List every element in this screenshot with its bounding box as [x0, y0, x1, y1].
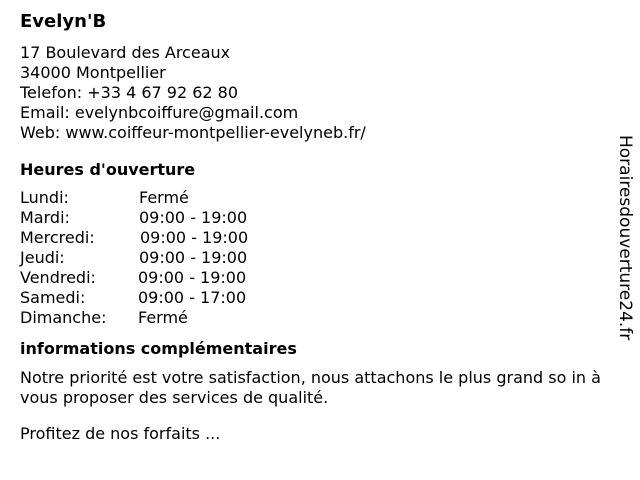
hours-table — [20, 188, 616, 328]
email-line: Email: evelynbcoiffure@gmail.com — [20, 103, 299, 122]
phone-line: Telefon: +33 4 67 92 62 80 — [20, 83, 239, 102]
hours-day: Vendredi: — [20, 268, 96, 287]
hours-row-lundi — [20, 188, 616, 208]
hours-time: 09:00 - 19:00 — [139, 208, 248, 227]
hours-day: Lundi: — [20, 188, 69, 207]
hours-row-dimanche — [20, 308, 616, 328]
business-card — [20, 10, 616, 444]
hours-heading: Heures d'ouverture — [20, 160, 196, 179]
hours-row-samedi — [20, 288, 616, 308]
hours-day: Mardi: — [20, 208, 70, 227]
hours-time: 09:00 - 19:00 — [140, 228, 249, 247]
hours-time: 09:00 - 17:00 — [138, 288, 247, 307]
hours-time: 09:00 - 19:00 — [139, 248, 248, 267]
address-street: 17 Boulevard des Arceaux — [20, 43, 231, 62]
hours-row-mercredi — [20, 228, 616, 248]
hours-row-vendredi — [20, 268, 616, 288]
info-paragraph: Notre priorité est votre satisfaction, nous attachons le plus grand so in à vous proposer des services de qualité. — [20, 368, 601, 407]
hours-row-mardi — [20, 208, 616, 228]
hours-time: Fermé — [139, 188, 189, 207]
hours-day: Samedi: — [20, 288, 86, 307]
info-paragraph-offers: Profitez de nos forfaits ... — [20, 424, 221, 443]
address-city: 34000 Montpellier — [20, 63, 166, 82]
hours-day: Jeudi: — [20, 248, 65, 267]
hours-time: 09:00 - 19:00 — [138, 268, 247, 287]
hours-day: Dimanche: — [20, 308, 107, 327]
hours-day: Mercredi: — [20, 228, 95, 247]
hours-time: Fermé — [138, 308, 188, 327]
info-heading: informations complémentaires — [20, 339, 297, 358]
site-watermark-label: Horairesdouverture24.fr — [615, 135, 635, 341]
web-line: Web: www.coiffeur-montpellier-evelyneb.fr/ — [20, 123, 366, 142]
hours-row-jeudi — [20, 248, 616, 268]
business-name: Evelyn'B — [20, 11, 107, 32]
